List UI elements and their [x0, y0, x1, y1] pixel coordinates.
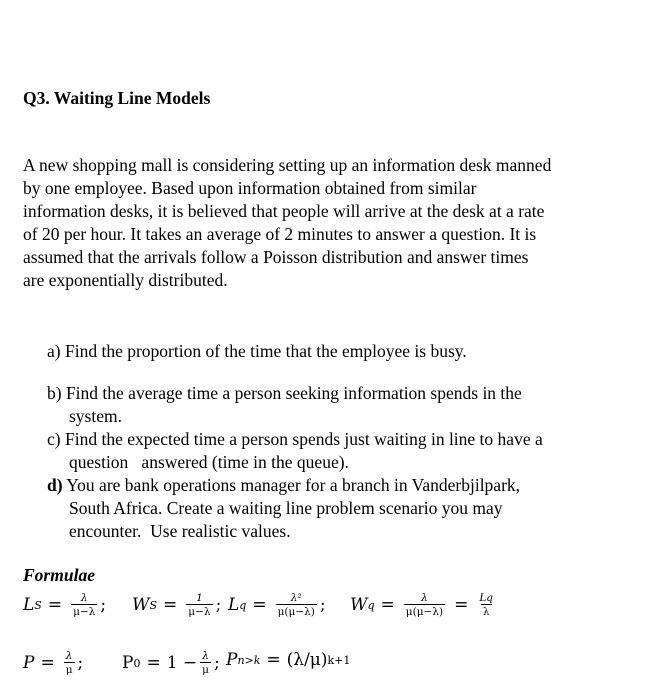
formula-wq: W q = $\frac{\lambda}{\mu(\mu-\lambda)}$ = $\frac{Lq}{\lambda}$: [350, 592, 494, 618]
question-text: system.: [69, 406, 122, 426]
question-marker: b): [47, 383, 62, 403]
formula-p: P = $\frac{\lambda}{\mu}$ ;: [23, 650, 84, 676]
paragraph-line: of 20 per hour. It takes an average of 2 minutes to answer a question. It is: [23, 224, 537, 244]
question-marker: a): [47, 341, 61, 361]
formulae-title: Formulae: [23, 565, 95, 585]
question-c: [47, 428, 627, 474]
paragraph-line: information desks, it is believed that people will arrive at the desk at a rate: [23, 201, 545, 221]
question-heading: Q3. Waiting Line Models: [23, 88, 211, 108]
formula-lq: L q = $\frac{\text{λ²}}{\mu(\mu-\lambda)}$ ;: [228, 592, 326, 618]
paragraph-line: assumed that the arrivals follow a Poisson distribution and answer times: [23, 247, 529, 267]
question-text: Find the average time a person seeking information spends in the: [65, 383, 522, 403]
question-text: You are bank operations manager for a branch in Vanderbjilpark,: [66, 475, 521, 495]
question-text: encounter. Use realistic values.: [69, 521, 291, 541]
question-marker: d): [47, 475, 63, 495]
question-d: [47, 474, 627, 543]
formula-p0: P 0 = 1 − $\frac{\lambda}{\mu}$ ;: [122, 650, 220, 676]
question-text: South Africa. Create a waiting line problem scenario you may: [69, 498, 503, 518]
paragraph-line: A new shopping mall is considering setting up an information desk manned: [23, 155, 552, 175]
formula-pnk: P n>k = (λ/μ) k+1: [226, 650, 351, 670]
question-a: [47, 340, 627, 363]
question-marker: c): [47, 429, 61, 449]
formula-ls: L S = $\frac{\lambda}{\mu-\lambda}$ ;: [23, 592, 107, 618]
problem-paragraph: [23, 154, 635, 292]
question-b: [47, 382, 627, 428]
formula-ws: W S = $\frac{1}{\mu-\lambda}$ ;: [132, 592, 222, 618]
question-text: Find the expected time a person spends just waiting in line to have a: [64, 429, 543, 449]
question-text: Find the proportion of the time that the employee is busy.: [64, 341, 467, 361]
paragraph-line: are exponentially distributed.: [23, 270, 228, 290]
question-text: question answered (time in the queue).: [69, 452, 349, 472]
paragraph-line: by one employee. Based upon information obtained from similar: [23, 178, 477, 198]
